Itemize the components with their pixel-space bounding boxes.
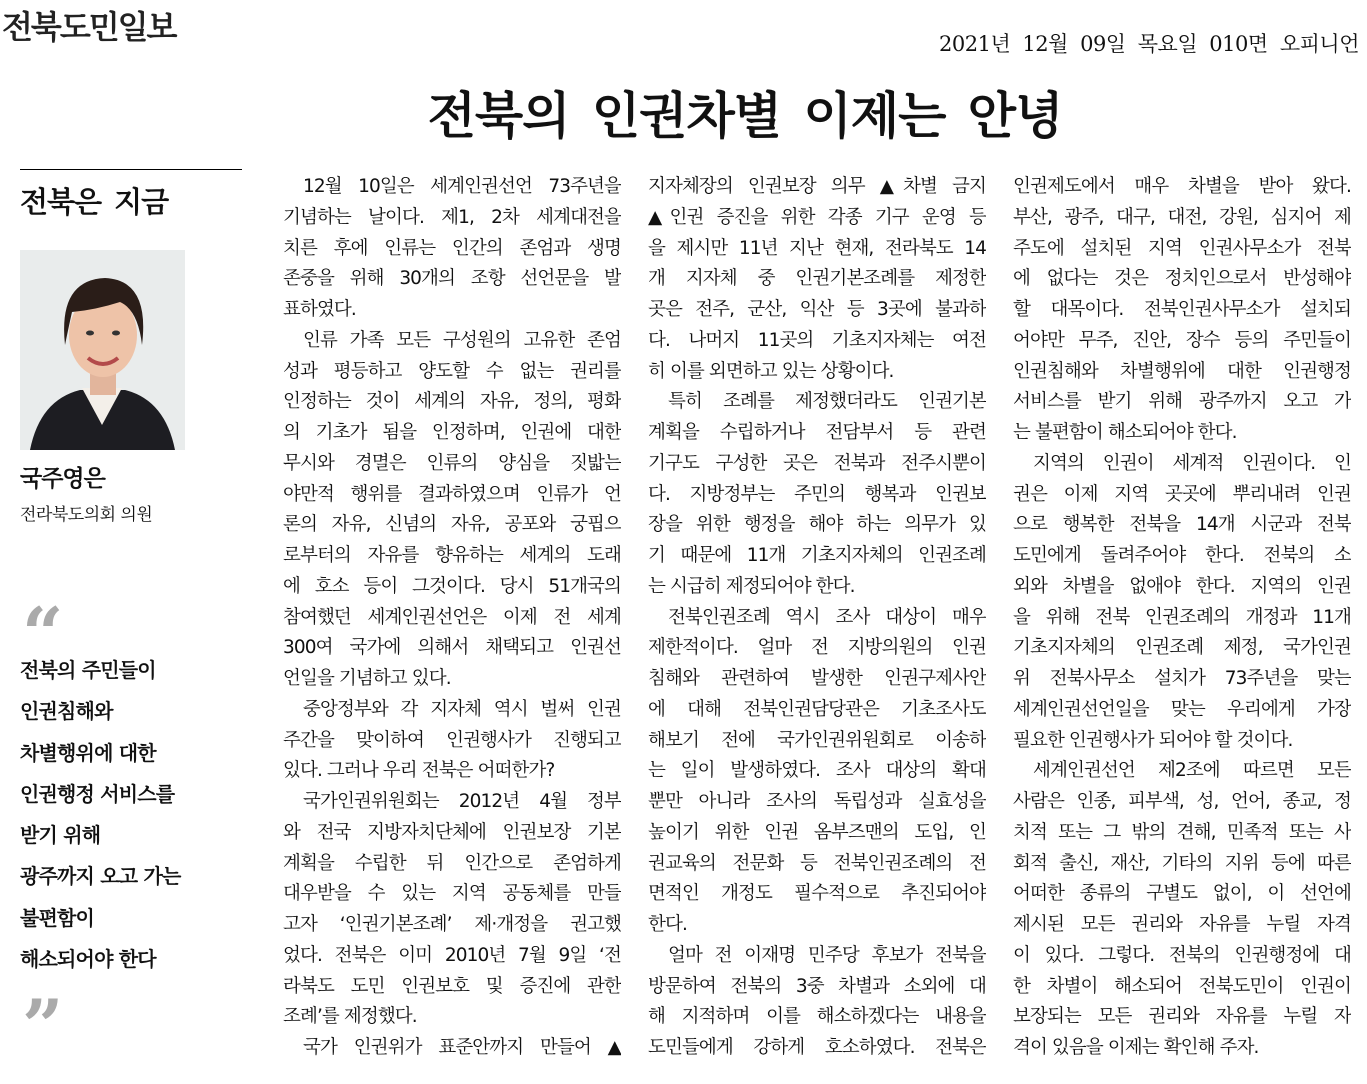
text-line: 계획을 수립하거나 전담부서 등 관련: [648, 422, 986, 443]
text-line: ▲인권 증진을 위한 각종 기구 운영 등: [648, 206, 986, 228]
text-line: 을 제시만 11년 지난 현재, 전라북도 14: [648, 237, 986, 259]
text-line: 서비스를 받기 위해 광주까지 오고 가: [1013, 391, 1351, 413]
newspaper-logo: 전북도민일보: [2, 8, 176, 46]
pull-quote-line: 해소되어야 한다: [20, 947, 156, 972]
text-line: 와 전국 지방자치단체에 인권보장 기본: [283, 821, 621, 843]
text-line: 국가 인권위가 표준안까지 만들어 ▲: [303, 1037, 621, 1058]
text-line: 곳은 전주, 군산, 익산 등 3곳에 불과하: [648, 299, 986, 320]
text-line: 을 위해 전북 인권조례의 개정과 11개: [1013, 606, 1351, 628]
text-line: 국가인권위원회는 2012년 4월 정부: [303, 791, 621, 812]
text-line: 회적 출신, 재산, 기타의 지위 등에 따른: [1013, 852, 1351, 874]
text-line: 대우받을 수 있는 지역 공동체를 만들: [283, 883, 621, 905]
paragraph: [1013, 449, 1351, 757]
text-line: 제시된 모든 권리와 자유를 누릴 자격: [1013, 914, 1351, 935]
article-column-3: [1013, 172, 1351, 1064]
text-line: 기초지자체의 인권조례 제정, 국가인권: [1013, 637, 1351, 659]
text-line: 히 이를 외면하고 있는 상황이다.: [648, 360, 894, 382]
headline: 전북의 인권차별 이제는 안녕: [427, 87, 1063, 145]
paragraph: [283, 326, 621, 695]
text-line: 해보기 전에 국가인권위원회로 이송하: [648, 729, 986, 751]
text-line: 인류 가족 모든 구성원의 고유한 존엄: [303, 329, 621, 351]
author-role: 전라북도의회 의원: [20, 505, 153, 525]
text-line: 에 대해 전북인권담당관은 기초조사도: [648, 698, 986, 720]
text-line: 무시와 경멸은 인류의 양심을 짓밟는: [283, 452, 621, 474]
article-column-1: [283, 172, 621, 1064]
pull-quote: [20, 655, 250, 985]
pull-quote-line: 광주까지 오고 가는: [20, 864, 181, 889]
text-line: 언일을 기념하고 있다.: [283, 668, 451, 689]
pull-quote-line: 불편함이: [20, 905, 95, 930]
paragraph: [283, 172, 621, 326]
text-line: 한다.: [648, 914, 687, 935]
text-line: 표하였다.: [283, 299, 356, 320]
text-line: 12월 10일은 세계인권선언 73주년을: [303, 176, 621, 197]
text-line: 라북도 도민 인권보호 및 증진에 관한: [283, 975, 621, 997]
pull-quote-line: 차별행위에 대한: [20, 740, 156, 765]
text-line: 존중을 위해 30개의 조항 선언문을 발: [283, 268, 621, 290]
text-line: 도민에게 돌려주어야 한다. 전북의 소: [1013, 545, 1351, 566]
article-column-2: [648, 172, 986, 1064]
text-line: 로부터의 자유를 향유하는 세계의 도래: [283, 545, 621, 566]
text-line: 권교육의 전문화 등 전북인권조례의 전: [648, 852, 986, 874]
text-line: 중앙정부와 각 지자체 역시 벌써 인권: [303, 698, 621, 720]
text-line: 권은 이제 지역 곳곳에 뿌리내려 인권: [1013, 483, 1351, 505]
text-line: 할 대목이다. 전북인권사무소가 설치되: [1013, 299, 1351, 320]
paragraph: [283, 787, 621, 1033]
text-line: 야만적 행위를 결과하였으며 인류가 언: [283, 483, 621, 505]
text-line: 치적 또는 그 밖의 견해, 민족적 또는 사: [1013, 821, 1351, 843]
text-line: 한 차별이 해소되어 전북도민이 인권이: [1013, 975, 1351, 997]
text-line: 어야만 무주, 진안, 장수 등의 주민들이: [1013, 329, 1351, 351]
text-line: 전북인권조례 역시 조사 대상이 매우: [668, 606, 986, 628]
text-line: 필요한 인권행사가 되어야 할 것이다.: [1013, 729, 1293, 751]
author-photo: [20, 250, 185, 450]
paragraph: [1013, 172, 1351, 449]
text-line: 세계인권선언 제2조에 따르면 모든: [1033, 760, 1351, 782]
text-line: 의 기초가 됨을 인정하며, 인권에 대한: [283, 422, 621, 443]
text-line: 는 시급히 제정되어야 한다.: [648, 575, 855, 597]
pull-quote-line: 전북의 주민들이: [20, 658, 156, 682]
pull-quote-line: 인권침해와: [20, 699, 113, 724]
text-line: 지역의 인권이 세계적 인권이다. 인: [1033, 452, 1351, 474]
text-line: 다. 나머지 11곳의 기초지자체는 여전: [648, 329, 986, 351]
text-line: 치른 후에 인류는 인간의 존엄과 생명: [283, 237, 621, 259]
dateline: 2021년 12월 09일 목요일 010면 오피니언: [939, 32, 1359, 56]
text-line: 격이 있음을 이제는 확인해 주자.: [1013, 1037, 1259, 1058]
text-line: 인정하는 것이 세계의 자유, 정의, 평화: [283, 391, 621, 413]
text-line: 부산, 광주, 대구, 대전, 강원, 심지어 제: [1013, 206, 1351, 228]
section-title: 전북은 지금: [20, 185, 169, 219]
paragraph: [648, 941, 986, 1064]
text-line: 뿐만 아니라 조사의 독립성과 실효성을: [648, 791, 986, 812]
text-line: 침해와 관련하여 발생한 인권구제사안: [648, 668, 986, 689]
text-line: 기념하는 날이다. 제1, 2차 세계대전을: [283, 206, 621, 228]
text-line: 고자 ‘인권기본조례’ 제·개정을 권고했: [283, 914, 621, 935]
text-line: 사람은 인종, 피부색, 성, 언어, 종교, 정: [1013, 791, 1351, 812]
text-line: 주간을 맞이하여 인권행사가 진행되고: [283, 729, 621, 751]
text-line: 세계인권선언일을 맞는 우리에게 가장: [1013, 698, 1351, 720]
text-line: 에 없다는 것은 정치인으로서 반성해야: [1013, 268, 1351, 290]
text-line: 론의 자유, 신념의 자유, 공포와 궁핍으: [283, 514, 621, 536]
text-line: 장을 위한 행정을 해야 하는 의무가 있: [648, 514, 986, 536]
paragraph: [648, 172, 986, 387]
text-line: 인권침해와 차별행위에 대한 인권행정: [1013, 360, 1351, 382]
text-line: 면적인 개정도 필수적으로 추진되어야: [648, 883, 986, 905]
text-line: 있다. 그러나 우리 전북은 어떠한가?: [283, 760, 555, 782]
text-line: 제한적이다. 얼마 전 지방의원의 인권: [648, 637, 986, 659]
text-line: 보장되는 모든 권리와 자유를 누릴 자: [1013, 1006, 1351, 1028]
text-line: 방문하여 전북의 3중 차별과 소외에 대: [648, 975, 986, 997]
text-line: 조례’를 제정했다.: [283, 1006, 417, 1028]
text-line: 위 전북사무소 설치가 73주년을 맞는: [1013, 668, 1351, 689]
text-line: 인권제도에서 매우 차별을 받아 왔다.: [1013, 176, 1351, 197]
text-line: 기구도 구성한 곳은 전북과 전주시뿐이: [648, 452, 986, 474]
close-quote-icon: ”: [22, 983, 64, 1068]
paragraph: [283, 1033, 621, 1064]
paragraph: [1013, 756, 1351, 1064]
pull-quote-line: 인권행정 서비스를: [20, 781, 175, 806]
text-line: 는 일이 발생하였다. 조사 대상의 확대: [648, 760, 986, 782]
text-line: 개 지자체 중 인권기본조례를 제정한: [648, 268, 986, 290]
paragraph: [283, 695, 621, 787]
text-line: 높이기 위한 인권 옴부즈맨의 도입, 인: [648, 821, 986, 843]
text-line: 계획을 수립한 뒤 인간으로 존엄하게: [283, 852, 621, 874]
text-line: 지자체장의 인권보장 의무 ▲차별 금지: [648, 176, 986, 197]
section-rule: [20, 169, 242, 170]
text-line: 주도에 설치된 지역 인권사무소가 전북: [1013, 237, 1351, 259]
text-line: 얼마 전 이재명 민주당 후보가 전북을: [668, 944, 986, 966]
text-line: 해 지적하며 이를 해소하겠다는 내용을: [648, 1006, 986, 1028]
text-line: 는 불편함이 해소되어야 한다.: [1013, 422, 1237, 443]
open-quote-icon: “: [22, 591, 64, 676]
author-name: 국주영은: [20, 466, 105, 492]
text-line: 성과 평등하고 양도할 수 없는 권리를: [283, 360, 621, 382]
paragraph: [648, 603, 986, 941]
text-line: 어떠한 종류의 구별도 없이, 이 선언에: [1013, 883, 1351, 905]
text-line: 에 호소 등이 그것이다. 당시 51개국의: [283, 575, 621, 597]
text-line: 참여했던 세계인권선언은 이제 전 세계: [283, 606, 621, 628]
text-line: 이 있다. 그렇다. 전북의 인권행정에 대: [1013, 944, 1351, 966]
text-line: 었다. 전북은 이미 2010년 7월 9일 ‘전: [283, 944, 621, 966]
text-line: 특히 조례를 제정했더라도 인권기본: [668, 391, 986, 413]
text-line: 으로 행복한 전북을 14개 시군과 전북: [1013, 514, 1351, 536]
text-line: 도민들에게 강하게 호소하였다. 전북은: [648, 1037, 986, 1058]
text-line: 기 때문에 11개 기초지자체의 인권조례: [648, 545, 986, 566]
pull-quote-line: 받기 위해: [20, 823, 101, 848]
text-line: 외와 차별을 없애야 한다. 지역의 인권: [1013, 575, 1351, 597]
text-line: 다. 지방정부는 주민의 행복과 인권보: [648, 483, 986, 505]
paragraph: [648, 387, 986, 602]
text-line: 300여 국가에 의해서 채택되고 인권선: [283, 637, 621, 659]
